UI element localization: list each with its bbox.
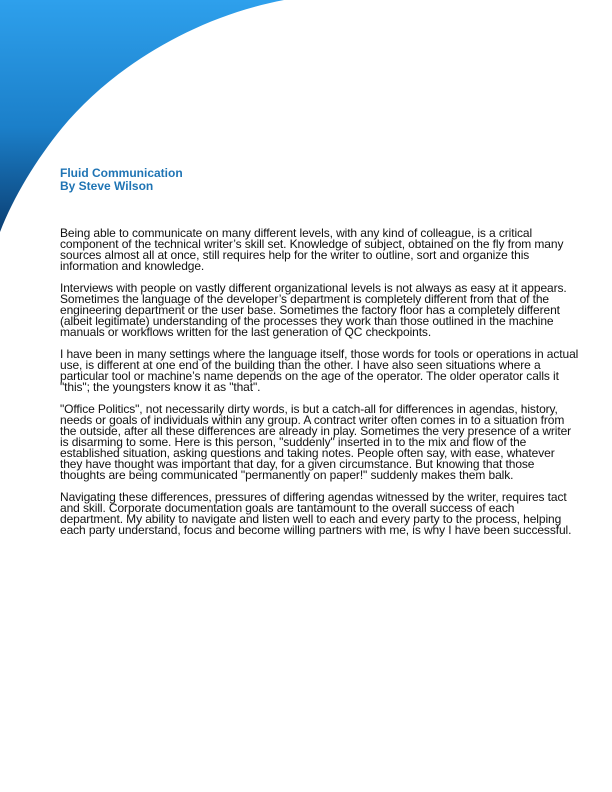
document-author: By Steve Wilson xyxy=(60,179,154,193)
paragraph: Interviews with people on vastly different organizational levels is not always as easy at it appears. Sometimes the language of the developer’s department is completely different from that of the engineering department or the user base. Sometimes the factory floor has a completely different (albeit legitimate) understanding of the processes they work than those outlined in the machine manuals or workflows written for the last generation of QC checkpoints. xyxy=(60,281,567,339)
paragraph: Navigating these differences, pressures of differing agendas witnessed by the writer, requires tact and skill. Corporate documentation goals are tantamount to the overall success of each department. My ability to navigate and listen well to each and every party to the process, helping each party understand, focus and become willing partners with me, is why I have been successful. xyxy=(60,490,572,537)
document-title: Fluid Communication xyxy=(60,166,183,180)
document-body xyxy=(60,228,580,547)
document-header xyxy=(60,167,183,193)
paragraph: Being able to communicate on many different levels, with any kind of colleague, is a critical component of the technical writer’s skill set. Knowledge of subject, obtained on the fly from many sources almost all at once, still requires help for the writer to outline, sort and organize this information and knowledge. xyxy=(60,226,564,273)
paragraph: "Office Politics", not necessarily dirty words, is but a catch-all for differences in agendas, history, needs or goals of individuals within any group. A contract writer often comes in to a situation from the outside, after all these differences are already in play. Sometimes the very presence of a writer is disarming to some. Here is this person, "suddenly" inserted in to the mix and flow of the established situation, asking questions and taking notes. People often say, with ease, whatever they have thought was important that day, for a given circumstance. But knowing that those thoughts are being communicated "permanently on paper!" suddenly makes them balk. xyxy=(60,402,572,482)
paragraph: I have been in many settings where the language itself, those words for tools or operations in actual use, is different at one end of the building than the other. I have also seen situations where a particular tool or machine’s name depends on the age of the operator. The older operator calls it "this"; the youngsters know it as "that". xyxy=(60,347,579,394)
